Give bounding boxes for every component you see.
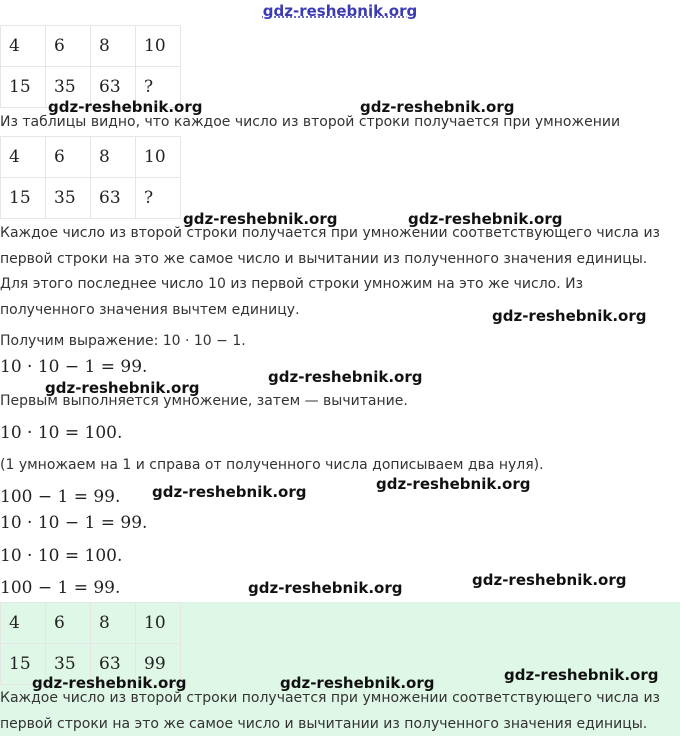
watermark: gdz-reshebnik.org — [472, 571, 627, 589]
table-cell: 15 — [1, 178, 46, 219]
explanation-line: первой строки на это же самое число и вычитании из полученного значения единицы. — [0, 251, 648, 267]
table-cell: 8 — [91, 26, 136, 67]
table-cell: 10 — [136, 603, 181, 644]
watermark: gdz-reshebnik.org — [183, 210, 338, 228]
watermark: gdz-reshebnik.org — [492, 307, 647, 325]
watermark: gdz-reshebnik.org — [45, 379, 200, 397]
table-cell: ? — [136, 67, 181, 108]
equation: 10 · 10 = 100. — [0, 423, 123, 443]
table-cell: 6 — [46, 26, 91, 67]
equation: 100 − 1 = 99. — [0, 578, 121, 598]
watermark: gdz-reshebnik.org — [408, 210, 563, 228]
table-cell: ? — [136, 178, 181, 219]
watermark: gdz-reshebnik.org — [268, 368, 423, 386]
table-cell: 63 — [91, 67, 136, 108]
number-table-initial — [0, 25, 181, 108]
table-cell: 99 — [136, 644, 181, 685]
watermark: gdz-reshebnik.org — [152, 483, 307, 501]
watermark: gdz-reshebnik.org — [376, 475, 531, 493]
note-text: (1 умножаем на 1 и справа от полученного числа дописываем два нуля). — [0, 457, 544, 473]
table-cell: 63 — [91, 178, 136, 219]
explanation-line: полученного значения вычтем единицу. — [0, 302, 300, 318]
table-cell: 35 — [46, 67, 91, 108]
table-row — [1, 178, 181, 219]
equation: 100 − 1 = 99. — [0, 487, 121, 507]
table-row — [1, 603, 181, 644]
table-cell: 35 — [46, 178, 91, 219]
table-cell: 4 — [1, 26, 46, 67]
table-cell: 8 — [91, 137, 136, 178]
table-cell: 4 — [1, 603, 46, 644]
table-cell: 15 — [1, 644, 46, 685]
watermark: gdz-reshebnik.org — [32, 674, 187, 692]
watermark: gdz-reshebnik.org — [504, 666, 659, 684]
watermark: gdz-reshebnik.org — [248, 579, 403, 597]
number-table-answer — [0, 602, 181, 685]
watermark: gdz-reshebnik.org — [360, 98, 515, 116]
watermark: gdz-reshebnik.org — [48, 98, 203, 116]
table-row — [1, 137, 181, 178]
site-header-link[interactable]: gdz-reshebnik.org — [262, 2, 418, 20]
table-cell: 6 — [46, 603, 91, 644]
explanation-line: Для этого последнее число 10 из первой строки умножим на это же число. Из — [0, 276, 584, 292]
equation: 10 · 10 − 1 = 99. — [0, 513, 148, 533]
table-cell: 15 — [1, 67, 46, 108]
number-table-repeat — [0, 136, 181, 219]
expression-label: Получим выражение: 10 · 10 − 1. — [0, 333, 246, 349]
answer-line: Каждое число из второй строки получается при умножении соответствующего числа из — [0, 690, 661, 706]
table-cell: 8 — [91, 603, 136, 644]
answer-line: первой строки на это же самое число и вычитании из полученного значения единицы. — [0, 716, 648, 732]
table-cell: 10 — [136, 26, 181, 67]
order-text: Первым выполняется умножение, затем — вычитание. — [0, 393, 408, 409]
table-row — [1, 26, 181, 67]
table-cell: 10 — [136, 137, 181, 178]
watermark: gdz-reshebnik.org — [280, 674, 435, 692]
equation: 10 · 10 − 1 = 99. — [0, 357, 148, 377]
table-cell: 4 — [1, 137, 46, 178]
equation: 10 · 10 = 100. — [0, 546, 123, 566]
explanation-line: Каждое число из второй строки получается при умножении соответствующего числа из — [0, 225, 661, 241]
table-cell: 6 — [46, 137, 91, 178]
table-cell: 35 — [46, 644, 91, 685]
table-cell: 63 — [91, 644, 136, 685]
intro-text: Из таблицы видно, что каждое число из второй строки получается при умножении — [0, 114, 621, 130]
